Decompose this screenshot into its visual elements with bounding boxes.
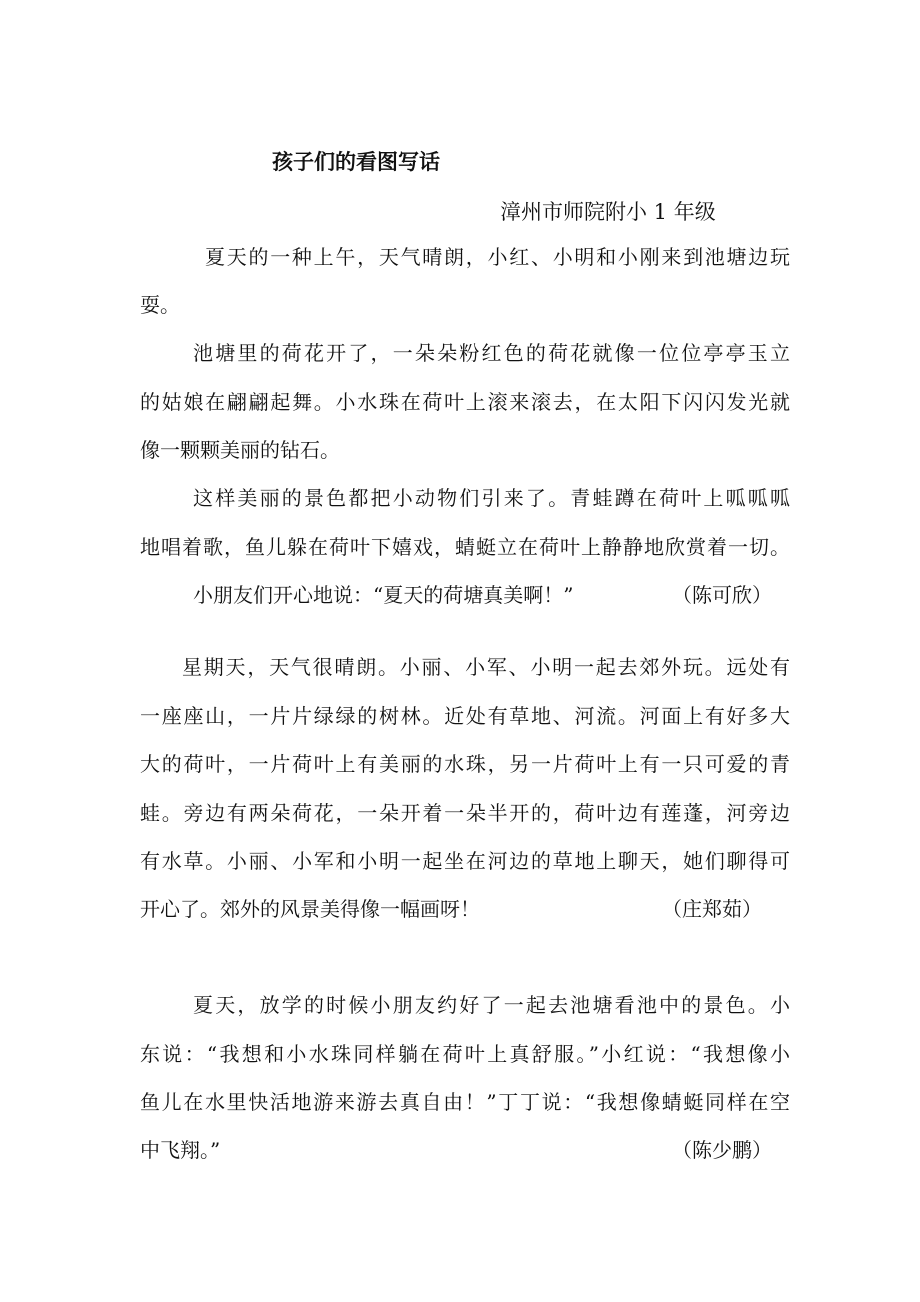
- essay-2-author: （庄郑茹）: [662, 897, 762, 921]
- essay-2-line-6: 开心了。郊外的风景美得像一幅画呀！: [140, 897, 480, 921]
- essay-2-line-4: 蛙。旁边有两朵荷花，一朵开着一朵半开的，荷叶边有莲蓬，河旁边: [140, 801, 790, 825]
- essay-2-line-3: 大的荷叶，一片荷叶上有美丽的水珠，另一片荷叶上有一只可爱的青: [140, 752, 790, 776]
- essay-2-line-1: 星期天，天气很晴朗。小丽、小军、小明一起去郊外玩。远处有: [182, 655, 790, 679]
- essay-3-line-4: 中飞翔。”: [140, 1138, 221, 1162]
- essay-1-line-8: 小朋友们开心地说：“夏天的荷塘真美啊！”: [193, 583, 574, 607]
- essay-1-line-5: 像一颗颗美丽的钻石。: [140, 438, 340, 462]
- essay-1-line-3: 池塘里的荷花开了，一朵朵粉红色的荷花就像一位位亭亭玉立: [193, 341, 790, 365]
- essay-2-line-5: 有水草。小丽、小军和小明一起坐在河边的草地上聊天，她们聊得可: [140, 849, 790, 873]
- essay-1-line-7: 地唱着歌，鱼儿躲在荷叶下嬉戏，蜻蜓立在荷叶上静静地欣赏着一切。: [140, 535, 790, 559]
- essay-3-line-1: 夏天，放学的时候小朋友约好了一起去池塘看池中的景色。小: [193, 993, 790, 1017]
- essay-1-line-2: 耍。: [140, 293, 180, 317]
- document-title: 孩子们的看图写话: [272, 150, 440, 174]
- essay-3-author: （陈少鹏）: [672, 1138, 772, 1162]
- essay-1-line-4: 的姑娘在翩翩起舞。小水珠在荷叶上滚来滚去，在太阳下闪闪发光就: [140, 390, 790, 414]
- essay-2-line-2: 一座座山，一片片绿绿的树林。近处有草地、河流。河面上有好多大: [140, 704, 790, 728]
- essay-3-line-2: 东说：“我想和小水珠同样躺在荷叶上真舒服。”小红说：“我想像小: [140, 1042, 790, 1066]
- essay-1-line-1: 夏天的一种上午，天气晴朗，小红、小明和小刚来到池塘边玩: [205, 245, 790, 269]
- school-label: 漳州市师院附小 1 年级: [500, 200, 716, 224]
- essay-1-author: （陈可欣）: [672, 583, 772, 607]
- essay-3-line-3: 鱼儿在水里快活地游来游去真自由！”丁丁说：“我想像蜻蜓同样在空: [140, 1090, 790, 1114]
- essay-1-line-6: 这样美丽的景色都把小动物们引来了。青蛙蹲在荷叶上呱呱呱: [193, 486, 790, 510]
